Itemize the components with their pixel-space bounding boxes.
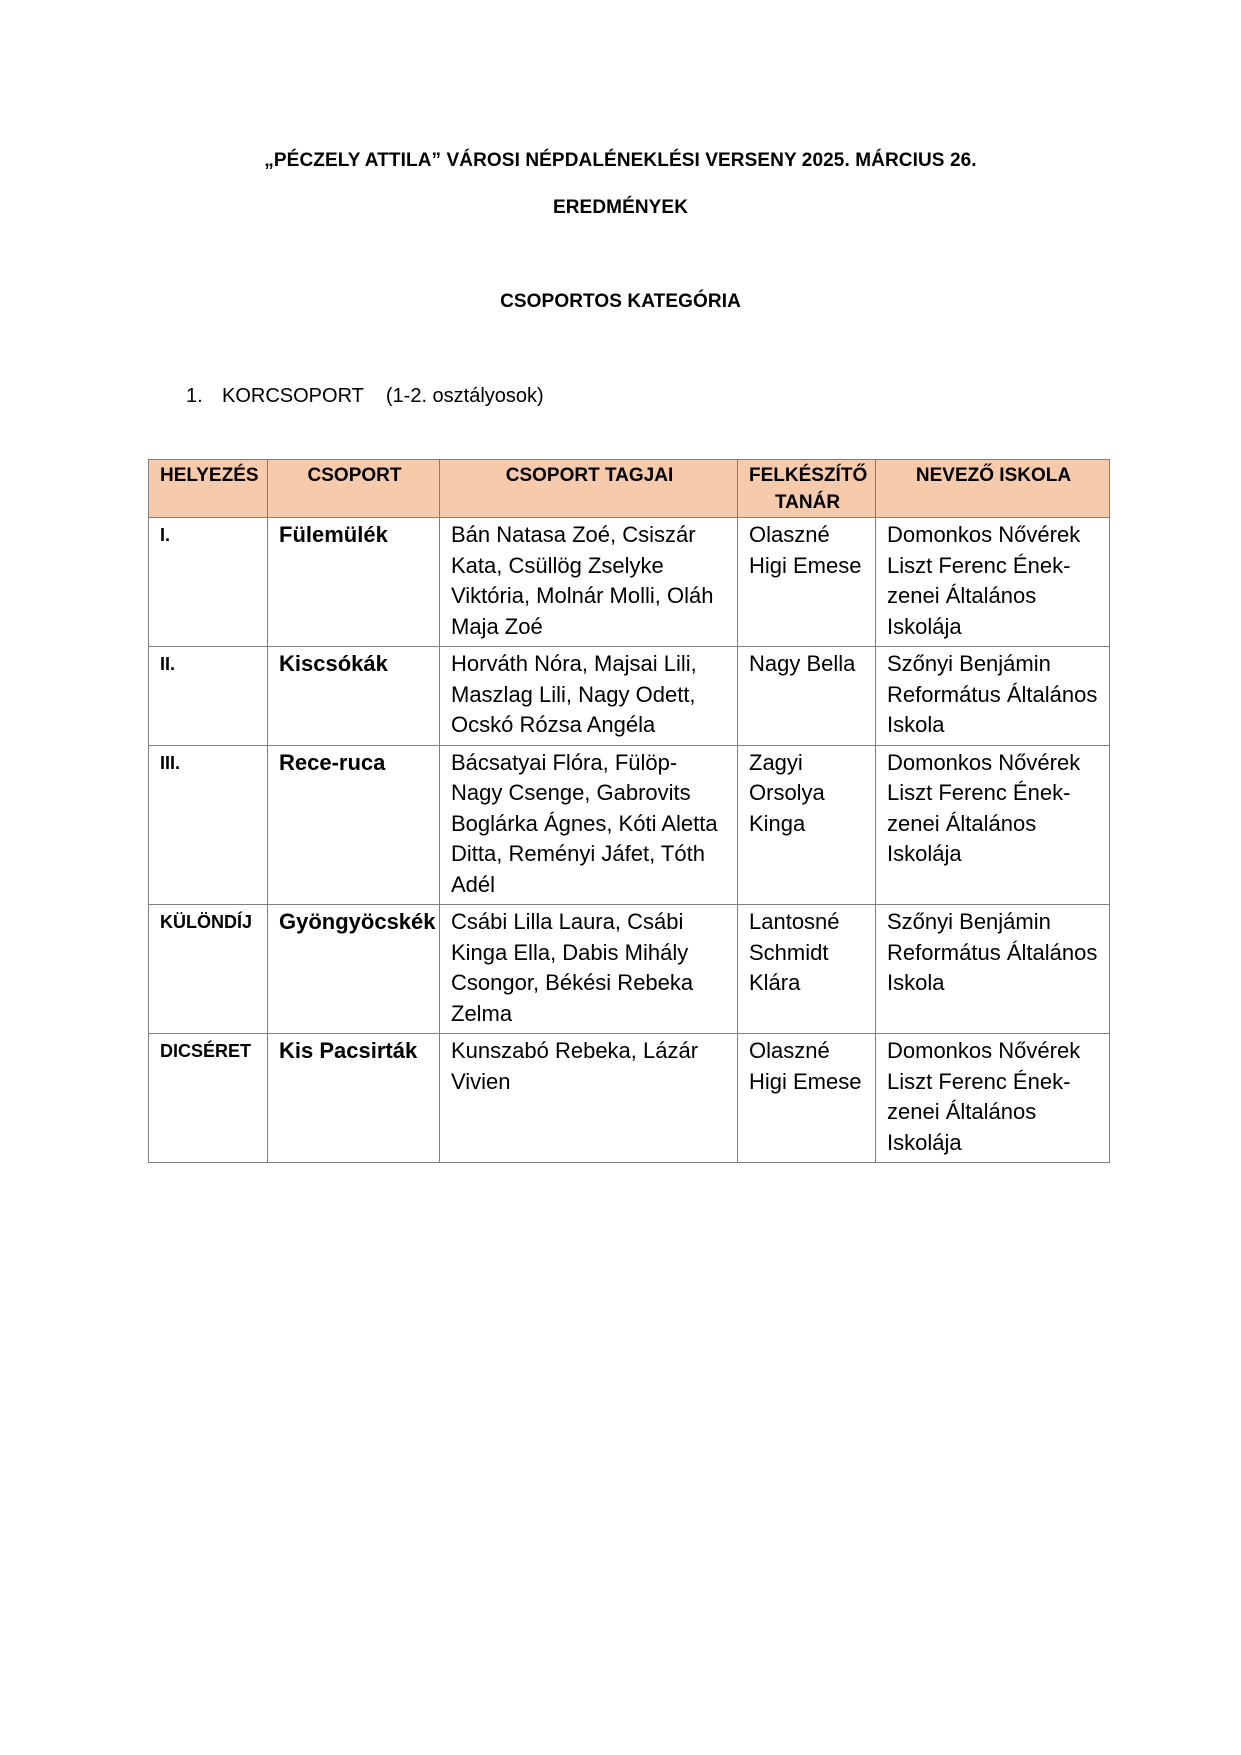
school-cell: Domonkos Nővérek Liszt Ferenc Ének-zenei Általános Iskolája bbox=[876, 1034, 1110, 1163]
table-row bbox=[149, 905, 1110, 1034]
teacher-cell: Olaszné Higi Emese bbox=[738, 1034, 876, 1163]
document-title: „PÉCZELY ATTILA” VÁROSI NÉPDALÉNEKLÉSI VERSENY 2025. MÁRCIUS 26. bbox=[264, 150, 977, 171]
table-row bbox=[149, 647, 1110, 746]
age-group-number: 1. bbox=[186, 385, 203, 407]
teacher-cell: Lantosné Schmidt Klára bbox=[738, 905, 876, 1034]
school-cell: Szőnyi Benjámin Református Általános Iskola bbox=[876, 905, 1110, 1034]
header-group: CSOPORT bbox=[268, 460, 440, 518]
table-row bbox=[149, 1034, 1110, 1163]
document-subtitle: EREDMÉNYEK bbox=[552, 197, 689, 218]
place-cell: III. bbox=[149, 745, 268, 905]
age-group-range: (1-2. osztályosok) bbox=[385, 385, 544, 407]
header-place: HELYEZÉS bbox=[149, 460, 268, 518]
group-cell: Kis Pacsirták bbox=[268, 1034, 440, 1163]
place-cell: I. bbox=[149, 518, 268, 647]
age-group-heading bbox=[186, 385, 544, 408]
group-cell: Kiscsókák bbox=[268, 647, 440, 746]
group-cell: Gyöngyöcskék bbox=[268, 905, 440, 1034]
header-members: CSOPORT TAGJAI bbox=[440, 460, 738, 518]
members-cell: Horváth Nóra, Majsai Lili, Maszlag Lili, Nagy Odett, Ocskó Rózsa Angéla bbox=[440, 647, 738, 746]
table-row bbox=[149, 745, 1110, 905]
school-cell: Domonkos Nővérek Liszt Ferenc Ének-zenei Általános Iskolája bbox=[876, 745, 1110, 905]
results-table bbox=[148, 459, 1110, 1163]
place-cell: KÜLÖNDÍJ bbox=[149, 905, 268, 1034]
members-cell: Bácsatyai Flóra, Fülöp-Nagy Csenge, Gabrovits Boglárka Ágnes, Kóti Aletta Ditta, Reményi Jáfet, Tóth Adél bbox=[440, 745, 738, 905]
table-header-row bbox=[149, 460, 1110, 518]
group-cell: Rece-ruca bbox=[268, 745, 440, 905]
teacher-cell: Nagy Bella bbox=[738, 647, 876, 746]
header-teacher: FELKÉSZÍTŐ TANÁR bbox=[738, 460, 876, 518]
group-cell: Fülemülék bbox=[268, 518, 440, 647]
teacher-cell: Olaszné Higi Emese bbox=[738, 518, 876, 647]
category-heading: CSOPORTOS KATEGÓRIA bbox=[500, 291, 741, 312]
members-cell: Kunszabó Rebeka, Lázár Vivien bbox=[440, 1034, 738, 1163]
place-cell: II. bbox=[149, 647, 268, 746]
header-school: NEVEZŐ ISKOLA bbox=[876, 460, 1110, 518]
members-cell: Csábi Lilla Laura, Csábi Kinga Ella, Dabis Mihály Csongor, Békési Rebeka Zelma bbox=[440, 905, 738, 1034]
teacher-cell: Zagyi Orsolya Kinga bbox=[738, 745, 876, 905]
place-cell: DICSÉRET bbox=[149, 1034, 268, 1163]
table-row bbox=[149, 518, 1110, 647]
members-cell: Bán Natasa Zoé, Csiszár Kata, Csüllög Zselyke Viktória, Molnár Molli, Oláh Maja Zoé bbox=[440, 518, 738, 647]
age-group-label: KORCSOPORT bbox=[222, 385, 364, 407]
school-cell: Domonkos Nővérek Liszt Ferenc Ének-zenei Általános Iskolája bbox=[876, 518, 1110, 647]
school-cell: Szőnyi Benjámin Református Általános Iskola bbox=[876, 647, 1110, 746]
